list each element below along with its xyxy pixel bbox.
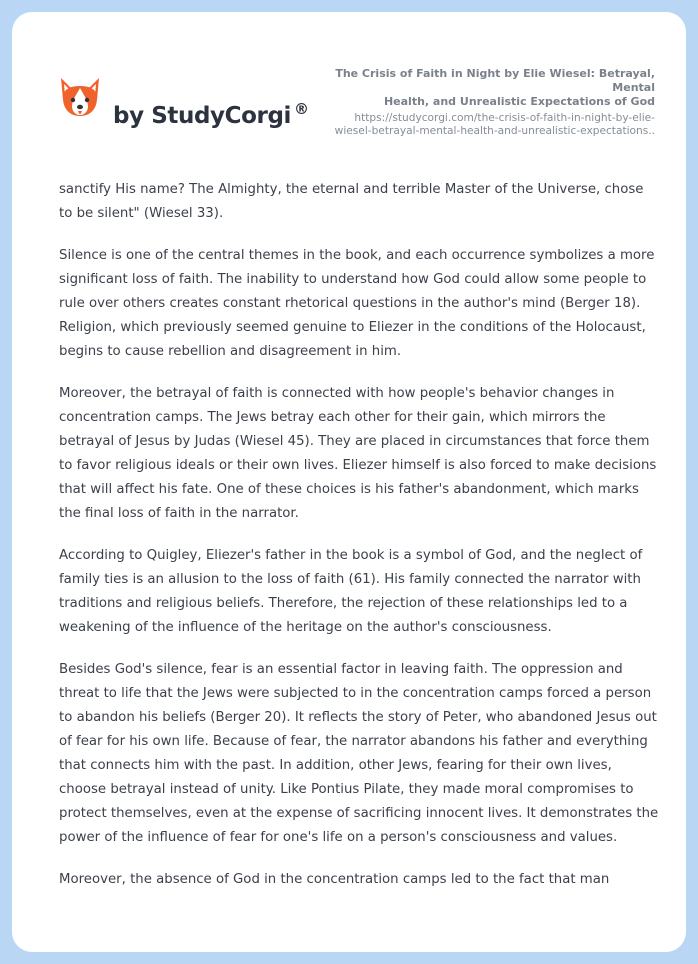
brand-text: by StudyCorgi [113,103,292,129]
document-title [305,67,655,109]
document-url-line: wiesel-betrayal-mental-health-and-unrealistic-expectations.. [334,125,655,137]
document-meta [305,67,655,138]
paragraph: sanctify His name? The Almighty, the eternal and terrible Master of the Universe, chose to be silent" (Wiesel 33). [59,182,644,221]
document-url[interactable] [305,112,655,138]
page-card [12,12,686,952]
registered-mark: ® [294,100,309,118]
document-url-line: https://studycorgi.com/the-crisis-of-faith-in-night-by-elie- [354,112,655,124]
paragraph: Moreover, the betrayal of faith is connected with how people's behavior changes in concentration camps. The Jews betray each other for their gain, which mirrors the betrayal of Jesus by Judas (Wiesel 45). They are placed in circumstances that force them to favor religious ideals or their own lives. Eliezer himself is also forced to make decisions that will affect his fate. One of these choices is his father's abandonment, which marks the final loss of faith in the narrator. [59,386,657,521]
corgi-logo-icon[interactable] [58,76,102,124]
paragraph: According to Quigley, Eliezer's father in the book is a symbol of God, and the neglect of family ties is an allusion to the loss of faith (61). His family connected the narrator with traditions and religious beliefs. Therefore, the rejection of these relationships led to a weakening of the influence of the heritage on the author's consciousness. [59,548,643,635]
document-title-line: The Crisis of Faith in Night by Elie Wiesel: Betrayal, Mental [335,67,655,94]
paragraph: Besides God's silence, fear is an essential factor in leaving faith. The oppression and threat to life that the Jews were subjected to in the concentration camps forced a person to abandon his beliefs (Berger 20). It reflects the story of Peter, who abandoned Jesus out of fear for his own life. Because of fear, the narrator abandons his father and everything that connects him with the past. In addition, other Jews, fearing for their own lives, choose betrayal instead of unity. Like Pontius Pilate, they made moral compromises to protect themselves, even at the expense of sacrificing innocent lives. It demonstrates the power of the influence of fear for one's life on a person's consciousness and values. [59,662,659,845]
page-header [12,12,686,162]
paragraph: Moreover, the absence of God in the concentration camps led to the fact that man [59,872,610,887]
essay-body [59,178,659,910]
paragraph: Silence is one of the central themes in the book, and each occurrence symbolizes a more significant loss of faith. The inability to understand how God could allow some people to rule over others creates constant rhetorical questions in the author's mind (Berger 18). Religion, which previously seemed genuine to Eliezer in the conditions of the Holocaust, begins to cause rebellion and disagreement in him. [59,248,655,359]
brand-name[interactable] [113,94,309,131]
document-title-line: Health, and Unrealistic Expectations of God [383,95,655,108]
